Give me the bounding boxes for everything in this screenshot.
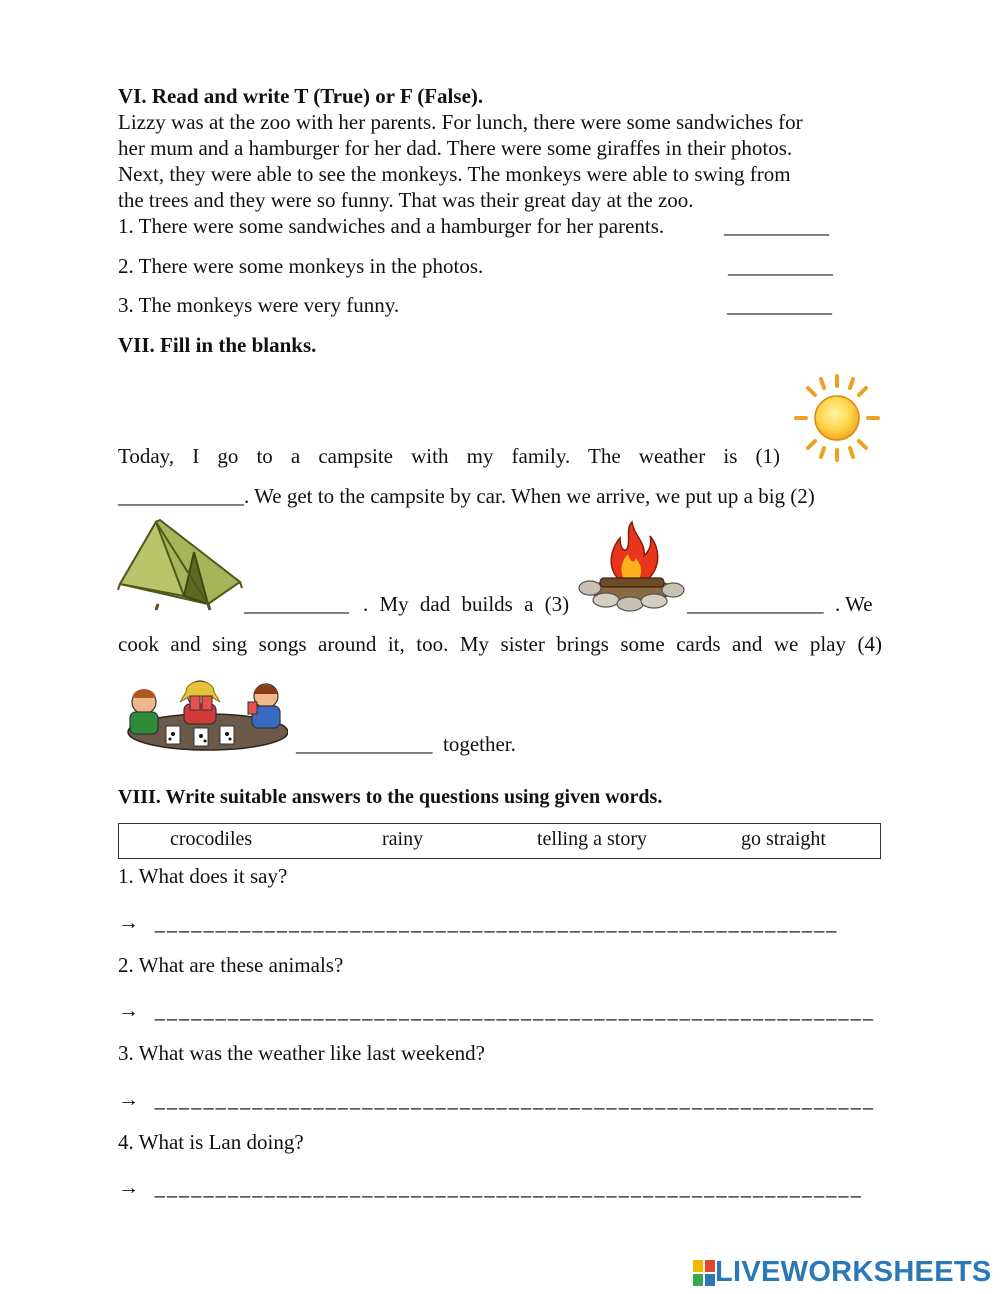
- statement-3: 3. The monkeys were very funny.: [118, 293, 400, 317]
- arrow-icon: →: [118, 910, 139, 934]
- fill-text: . We get to the campsite by car. When we arrive, we put up a big (2): [244, 484, 815, 508]
- word-option: go straight: [741, 828, 826, 850]
- fill-line-2: [118, 484, 882, 509]
- answer-line-4[interactable]: [118, 1175, 863, 1200]
- tent-icon: [116, 518, 244, 612]
- answer-blank-1[interactable]: __________: [724, 214, 829, 238]
- fill-text: together.: [443, 732, 516, 756]
- answer-line-2[interactable]: [118, 998, 875, 1023]
- blank-4[interactable]: _____________: [296, 732, 433, 756]
- arrow-icon: →: [118, 1175, 139, 1199]
- answer-underline[interactable]: __________________________________________________________: [154, 1178, 863, 1198]
- section-8-title: [118, 786, 662, 809]
- question-4: 4. What is Lan doing?: [118, 1130, 304, 1154]
- passage-line: the trees and they were so funny. That was their great day at the zoo.: [118, 188, 694, 212]
- answer-blank-3[interactable]: __________: [727, 293, 832, 317]
- passage-line: Lizzy was at the zoo with her parents. For lunch, there were some sandwiches for: [118, 110, 803, 134]
- blank-2[interactable]: __________: [244, 592, 349, 616]
- answer-underline[interactable]: ________________________________________________________: [154, 913, 839, 933]
- statement-1: 1. There were some sandwiches and a hamburger for her parents.: [118, 214, 665, 238]
- word-option: crocodiles: [170, 828, 253, 850]
- section-6-title: VI. Read and write T (True) or F (False).: [118, 84, 484, 108]
- section-7-title: VII. Fill in the blanks.: [118, 333, 317, 357]
- passage-line: her mum and a hamburger for her dad. There were some giraffes in their photos.: [118, 136, 793, 160]
- fill-text: . We: [835, 592, 873, 616]
- word-box: [118, 823, 881, 859]
- logo-mark-icon: [693, 1260, 715, 1286]
- campfire-icon: [576, 520, 688, 612]
- answer-line-3[interactable]: [118, 1087, 875, 1112]
- question-2: 2. What are these animals?: [118, 953, 344, 977]
- answer-underline[interactable]: ___________________________________________________________: [154, 1001, 876, 1021]
- question-1: 1. What does it say?: [118, 864, 288, 888]
- word-option: telling a story: [537, 828, 647, 850]
- answer-line-1[interactable]: [118, 910, 839, 935]
- statement-2: 2. There were some monkeys in the photos.: [118, 254, 484, 278]
- question-3: 3. What was the weather like last weekend?: [118, 1041, 485, 1065]
- liveworksheets-logo: [693, 1256, 992, 1289]
- playing-cards-icon: [116, 674, 288, 752]
- answer-underline[interactable]: ___________________________________________________________: [154, 1090, 876, 1110]
- section-8-number: VIII.: [118, 786, 161, 808]
- arrow-icon: →: [118, 1087, 139, 1111]
- passage-line: Next, they were able to see the monkeys. The monkeys were able to swing from: [118, 162, 791, 186]
- sun-icon: [790, 370, 884, 466]
- answer-blank-2[interactable]: __________: [728, 254, 833, 278]
- word-option: rainy: [382, 828, 424, 850]
- blank-3[interactable]: _____________: [687, 592, 824, 616]
- section-8-instruction: Write suitable answers to the questions using given words.: [160, 786, 663, 808]
- logo-text: LIVEWORKSHEETS: [715, 1256, 992, 1288]
- fill-line-4: cook and sing songs around it, too. My sister brings some cards and we play (4): [118, 632, 882, 656]
- blank-1[interactable]: ____________: [118, 484, 244, 508]
- arrow-icon: →: [118, 998, 139, 1022]
- fill-text: . My dad builds a (3): [363, 592, 570, 616]
- fill-line-1: Today, I go to a campsite with my family. The weather is (1): [118, 444, 780, 468]
